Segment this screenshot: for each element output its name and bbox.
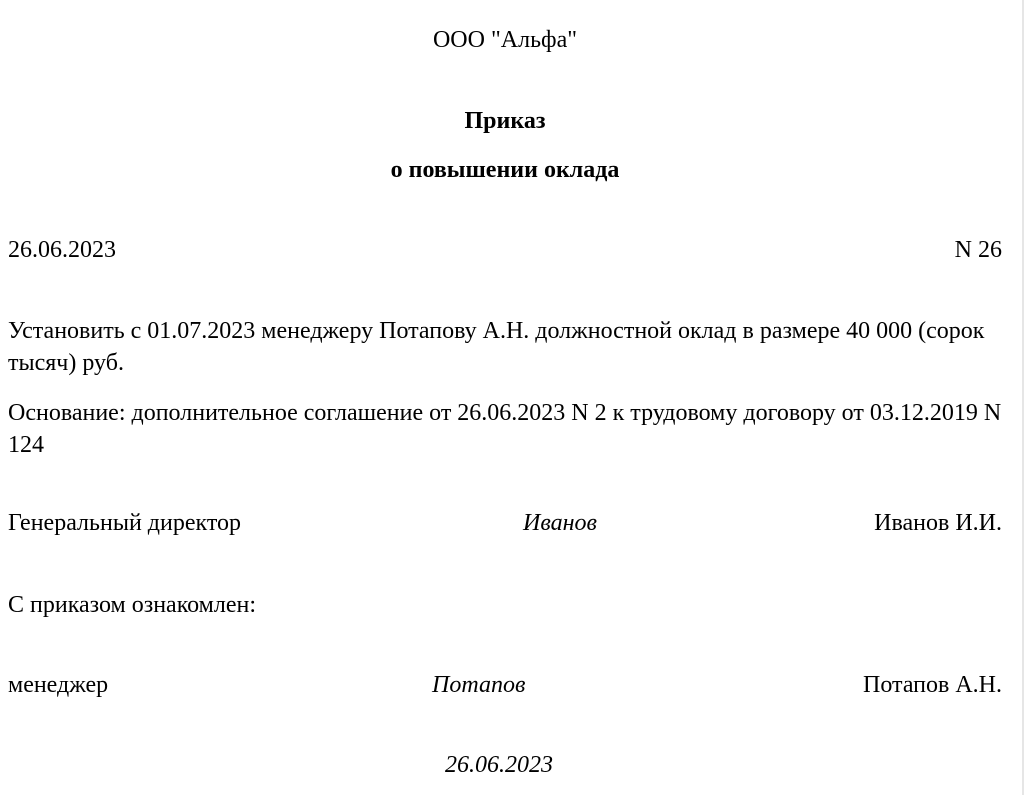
employee-signature: Потапов — [432, 672, 526, 698]
document-title: Приказ — [464, 108, 546, 134]
employee-position: менеджер — [8, 672, 109, 698]
acknowledged-label — [8, 590, 1002, 620]
order-body-text: Установить с 01.07.2023 менеджеру Потапову А.Н. должностной оклад в размере 40 000 (сорок тысяч) руб. — [8, 318, 985, 376]
order-number: N 26 — [954, 237, 1002, 263]
date-number-row — [8, 235, 1002, 265]
director-position: Генеральный директор — [8, 510, 242, 536]
employee-sign-date: 26.06.2023 — [445, 752, 553, 778]
order-basis-text: Основание: дополнительное соглашение от 26.06.2023 N 2 к трудовому договору от 03.12.2019 N 124 — [8, 400, 1002, 458]
document-subtitle: о повышении оклада — [390, 157, 620, 183]
organization-name: ООО "Альфа" — [432, 27, 578, 53]
director-signature-row — [8, 508, 1002, 538]
order-date: 26.06.2023 — [8, 237, 116, 263]
acknowledged-text: С приказом ознакомлен: — [8, 592, 257, 618]
employee-signature-row — [8, 670, 1002, 700]
director-signature: Иванов — [523, 510, 597, 536]
employee-name: Потапов А.Н. — [863, 672, 1002, 698]
employee-date-row — [8, 750, 1002, 780]
director-name: Иванов И.И. — [874, 510, 1002, 536]
